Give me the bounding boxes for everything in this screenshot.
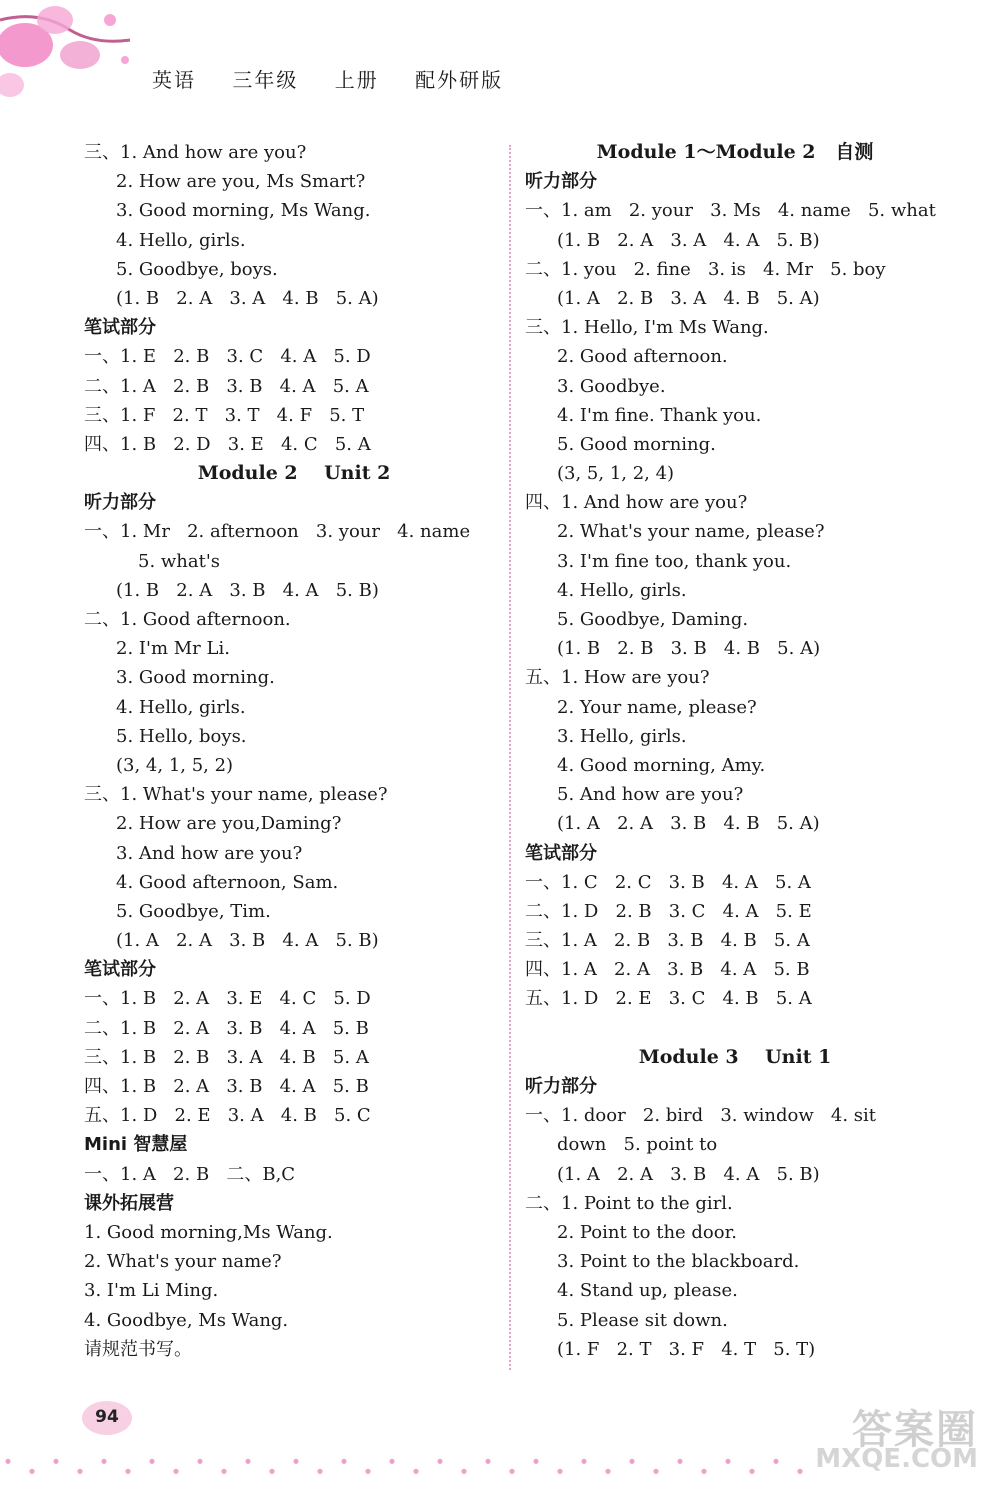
- answer-line: 五、1. D 2. E 3. A 4. B 5. C: [84, 1105, 371, 1127]
- answer-line: 二、1. Point to the girl.: [525, 1192, 733, 1214]
- answer-line: (3, 4, 1, 5, 2): [116, 754, 234, 776]
- answer-line: 笔试部分: [525, 842, 597, 864]
- header-volume: 上册: [334, 68, 379, 92]
- answer-line: 二、1. A 2. B 3. B 4. A 5. A: [84, 375, 369, 397]
- answer-line: 4. Good morning, Amy.: [557, 754, 766, 776]
- answer-line: 5. Goodbye, Tim.: [116, 900, 271, 922]
- answer-line: 2. Your name, please?: [557, 696, 757, 718]
- decor-dot: [317, 1469, 322, 1474]
- decor-dot: [29, 1469, 34, 1474]
- decor-dot: [389, 1459, 394, 1464]
- answer-column-right: [525, 138, 945, 1364]
- decor-dot: [605, 1469, 610, 1474]
- header-subject: 英语: [152, 68, 196, 92]
- answer-line: Module 2 Unit 2: [197, 462, 391, 485]
- answer-line: 听力部分: [525, 1076, 597, 1097]
- watermark-logo-text: 答案圈: [852, 1407, 978, 1453]
- decor-dot: [557, 1469, 562, 1474]
- page-number: [82, 1401, 132, 1435]
- answer-column-left: [84, 138, 504, 1364]
- answer-line: 4. Hello, girls.: [116, 696, 246, 718]
- decor-dot: [485, 1459, 490, 1464]
- answer-line: 3. Point to the blackboard.: [557, 1251, 800, 1273]
- answer-line: (1. B 2. A 3. A 4. A 5. B): [557, 229, 820, 251]
- answer-line: 一、1. E 2. B 3. C 4. A 5. D: [84, 346, 371, 368]
- watermark: [798, 1398, 988, 1478]
- answer-line: 四、1. B 2. D 3. E 4. C 5. A: [84, 433, 371, 455]
- answer-line: 3. I'm fine too, thank you.: [557, 550, 792, 572]
- decor-dot: [677, 1459, 682, 1464]
- answer-line: 五、1. How are you?: [525, 667, 710, 689]
- answer-line: 5. Please sit down.: [557, 1309, 728, 1331]
- decor-dot: [509, 1469, 514, 1474]
- decor-dot: [749, 1469, 754, 1474]
- answer-line: 4. Goodbye, Ms Wang.: [84, 1309, 289, 1331]
- decor-dot: [101, 1459, 106, 1464]
- column-divider: [509, 145, 511, 1370]
- answer-line: (1. B 2. A 3. A 4. B 5. A): [116, 287, 379, 309]
- answer-line: 2. How are you,Daming?: [116, 813, 342, 835]
- decor-dot: [293, 1459, 298, 1464]
- decor-dot: [53, 1459, 58, 1464]
- answer-line: 听力部分: [525, 171, 597, 193]
- answer-line: 2. What's your name?: [84, 1251, 282, 1273]
- answer-line: 5. Goodbye, Daming.: [557, 609, 749, 630]
- answer-line: 2. What's your name, please?: [557, 521, 825, 543]
- flower-decoration-icon: [0, 0, 140, 110]
- decor-dot: [533, 1459, 538, 1464]
- answer-line: 笔试部分: [84, 317, 156, 339]
- decor-dot: [629, 1459, 634, 1464]
- answer-line: (1. B 2. A 3. B 4. A 5. B): [116, 579, 379, 601]
- decor-dot: [269, 1469, 274, 1474]
- answer-line: 3. Good morning, Ms Wang.: [116, 200, 371, 222]
- answer-line: 5. Goodbye, boys.: [116, 258, 278, 280]
- answer-line: 3. And how are you?: [116, 842, 303, 864]
- decor-dot: [701, 1469, 706, 1474]
- decor-dot: [5, 1459, 10, 1464]
- answer-line: 5. Good morning.: [557, 433, 716, 455]
- answer-line: (1. A 2. A 3. B 4. A 5. B): [557, 1163, 820, 1185]
- answer-line: 二、1. you 2. fine 3. is 4. Mr 5. boy: [525, 258, 886, 280]
- answer-line: 四、1. And how are you?: [525, 492, 748, 514]
- answer-line: 5. And how are you?: [557, 784, 744, 806]
- answer-line: Mini 智慧屋: [84, 1134, 188, 1156]
- decor-dot: [581, 1459, 586, 1464]
- answer-line: (1. B 2. B 3. B 4. B 5. A): [557, 638, 821, 660]
- answer-line: 请规范书写。: [84, 1338, 192, 1360]
- answer-line: 二、1. Good afternoon.: [84, 609, 291, 630]
- answer-line: 一、1. Mr 2. afternoon 3. your 4. name: [84, 521, 471, 543]
- decor-dot: [245, 1459, 250, 1464]
- header-grade: 三年级: [232, 68, 299, 92]
- decor-dot: [149, 1459, 154, 1464]
- decor-dot: [365, 1469, 370, 1474]
- answer-line: 三、1. What's your name, please?: [84, 784, 388, 806]
- decor-dot: [461, 1469, 466, 1474]
- answer-line: 四、1. B 2. A 3. B 4. A 5. B: [84, 1076, 369, 1097]
- answer-line: 4. Good afternoon, Sam.: [116, 871, 339, 893]
- answer-line: 一、1. A 2. B 二、B,C: [84, 1163, 296, 1185]
- answer-line: 3. I'm Li Ming.: [84, 1280, 219, 1302]
- answer-line: 5. what's: [138, 550, 221, 572]
- answer-line: (1. A 2. B 3. A 4. B 5. A): [557, 287, 820, 309]
- answer-line: 2. I'm Mr Li.: [116, 638, 230, 660]
- answer-line: 2. How are you, Ms Smart?: [116, 171, 366, 193]
- answer-line: 4. Hello, girls.: [116, 229, 246, 251]
- decor-dot: [437, 1459, 442, 1464]
- answer-line: Module 1～Module 2 自测: [596, 141, 874, 163]
- decor-dot: [221, 1469, 226, 1474]
- answer-line: 4. Hello, girls.: [557, 579, 687, 601]
- decor-dot: [173, 1469, 178, 1474]
- decor-dot: [773, 1459, 778, 1464]
- decor-dot: [197, 1459, 202, 1464]
- answer-line: 五、1. D 2. E 3. C 4. B 5. A: [525, 988, 812, 1010]
- header-edition: 配外研版: [415, 68, 504, 92]
- answer-line: 一、1. door 2. bird 3. window 4. sit: [525, 1105, 877, 1127]
- answer-line: 一、1. C 2. C 3. B 4. A 5. A: [525, 871, 811, 893]
- answer-line: 二、1. D 2. B 3. C 4. A 5. E: [525, 900, 812, 922]
- answer-line: 1. Good morning,Ms Wang.: [84, 1221, 333, 1243]
- decor-dot: [413, 1469, 418, 1474]
- answer-line: 三、1. B 2. B 3. A 4. B 5. A: [84, 1046, 369, 1068]
- answer-line: 四、1. A 2. A 3. B 4. A 5. B: [525, 959, 810, 981]
- answer-line: (3, 5, 1, 2, 4): [557, 463, 675, 485]
- answer-line: 一、1. am 2. your 3. Ms 4. name 5. what: [525, 200, 936, 222]
- watermark-url: MXQE.COM: [815, 1444, 978, 1474]
- answer-line: 4. I'm fine. Thank you.: [557, 404, 762, 426]
- page-header: [152, 64, 531, 93]
- answer-line: 3. Hello, girls.: [557, 725, 687, 747]
- decor-dot: [341, 1459, 346, 1464]
- answer-line: 三、1. Hello, I'm Ms Wang.: [525, 317, 769, 339]
- answer-line: 5. Hello, boys.: [116, 725, 247, 747]
- answer-line: 三、1. A 2. B 3. B 4. B 5. A: [525, 930, 810, 952]
- answer-line: 笔试部分: [84, 959, 156, 981]
- decor-dot: [725, 1459, 730, 1464]
- answer-line: 2. Point to the door.: [557, 1221, 737, 1243]
- answer-line: 二、1. B 2. A 3. B 4. A 5. B: [84, 1017, 369, 1039]
- answer-line: 4. Stand up, please.: [557, 1280, 738, 1302]
- answer-line: 听力部分: [84, 492, 156, 514]
- answer-line: (1. F 2. T 3. F 4. T 5. T): [557, 1338, 816, 1360]
- answer-line: (1. A 2. A 3. B 4. A 5. B): [116, 930, 379, 952]
- answer-line: 课外拓展营: [84, 1192, 174, 1214]
- answer-line: Module 3 Unit 1: [638, 1045, 832, 1068]
- decor-dot: [77, 1469, 82, 1474]
- answer-line: [525, 1014, 945, 1043]
- decor-dot: [653, 1469, 658, 1474]
- answer-line: 三、1. And how are you?: [84, 142, 307, 163]
- answer-line: down 5. point to: [557, 1134, 718, 1156]
- answer-line: 3. Goodbye.: [557, 375, 666, 397]
- answer-line: 3. Good morning.: [116, 667, 275, 689]
- answer-line: (1. A 2. A 3. B 4. B 5. A): [557, 813, 820, 835]
- answer-line: 三、1. F 2. T 3. T 4. F 5. T: [84, 404, 365, 426]
- answer-line: 2. Good afternoon.: [557, 346, 728, 368]
- answer-line: 一、1. B 2. A 3. E 4. C 5. D: [84, 988, 371, 1010]
- page-number-text: 94: [95, 1407, 119, 1427]
- decor-dot: [125, 1469, 130, 1474]
